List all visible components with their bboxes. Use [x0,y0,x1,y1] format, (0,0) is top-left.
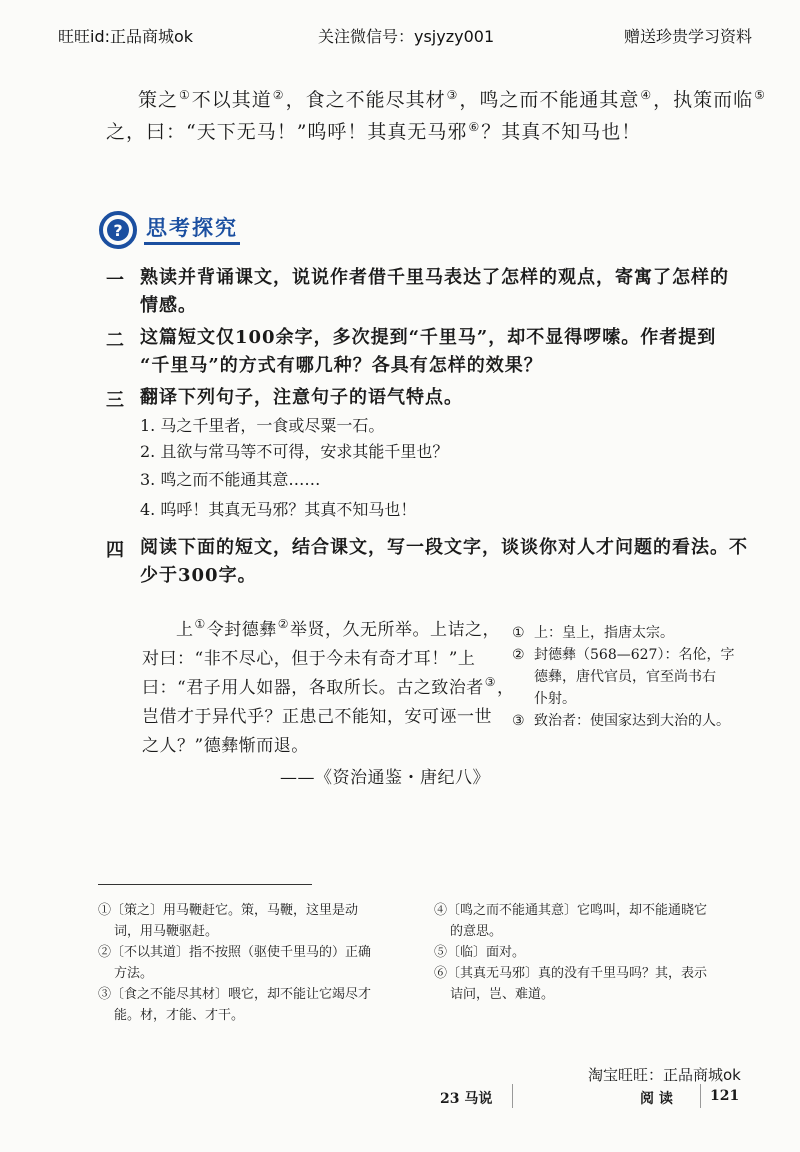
ref-4: ④ [640,87,653,102]
footer-category: 阅 读 [640,1091,673,1107]
ref-3: ③ [446,87,459,102]
footer-divider-right [700,1084,701,1108]
text-line-2: 之，曰：“天下无马！”呜呼！其真无马邪⑥？其真不知马也！ [106,119,642,143]
footer-lesson: 23 马说 [440,1091,493,1107]
question-circle-icon [98,210,138,250]
passage: 上①令封德彝②举贤，久无所举。上诘之， 对曰：“非不尽心，但于今未有奇才耳！”上 曰：“君子用人如器，各取所长。古之致治者③， 岂借才于异代乎？正患己不能知，安可诬一世 之人？”德彝惭而退。 [142,617,515,756]
passage-notes: ① 上：皇上，指唐太宗。 ② 封德彝（568—627）：名伦，字 德彝，唐代官员，官至尚书右 仆射。 ③ 致治者：使国家达到大治的人。 [512,625,735,729]
question-2: 这篇短文仅100余字，多次提到“千里马”，却不显得啰嗦。作者提到 “千里马”的方式有哪几种？各具有怎样的效果？ [140,327,717,376]
ref-6: ⑥ [468,119,481,134]
ref-5: ⑤ [754,87,766,102]
question-4: 阅读下面的短文，结合课文，写一段文字，谈谈你对人才问题的看法。不 少于300字。 [140,537,748,586]
sub-item-4: 4. 呜呼！其真无马邪？其真不知马也！ [140,500,417,519]
question-1-number: 一 [106,270,124,291]
header-right: 赠送珍贵学习资料 [623,27,752,46]
footnotes-left: ①〔策之〕用马鞭赶它。策，马鞭，这里是动 词，用马鞭驱赶。 ②〔不以其道〕指不按照（驱使千里马的）正确 方法。 ③〔食之不能尽其材〕喂它，却不能让它竭尽才 能。材，才能、才干。 [98,903,372,1023]
question-1: 熟读并背诵课文，说说作者借千里马表达了怎样的观点，寄寓了怎样的 情感。 [140,267,729,316]
passage-source: ——《资治通鉴・唐纪八》 [280,768,490,788]
ref-1: ① [179,87,191,102]
question-3: 翻译下列句子，注意句子的语气特点。 [140,387,463,408]
svg-text:?: ? [113,221,123,240]
page-number: 121 [710,1088,740,1104]
ref-2: ② [272,87,285,102]
text-line-1: 策之①不以其道②，食之不能尽其材③，鸣之而不能通其意④，执策而临⑤ [138,87,766,111]
sub-item-2: 2. 且欲与常马等不可得，安求其能千里也？ [140,442,449,461]
sub-item-3: 3. 鸣之而不能通其意…… [140,470,321,489]
watermark: 淘宝旺旺：正品商城ok [588,1066,741,1084]
header-left: 旺旺id:正品商城ok [58,27,194,46]
section-title: 思考探究 [146,216,238,240]
sub-item-1: 1. 马之千里者，一食或尽粟一石。 [140,416,385,435]
title-underline [144,242,240,245]
question-2-number: 二 [106,330,124,351]
footer-divider-left [512,1084,513,1108]
question-3-number: 三 [106,390,124,411]
header-center: 关注微信号：ysjyzy001 [318,27,495,46]
footnote-divider [98,884,312,885]
section-heading [98,208,258,252]
question-4-number: 四 [106,540,124,561]
footnotes-right: ④〔鸣之而不能通其意〕它鸣叫，却不能通晓它 的意思。 ⑤〔临〕面对。 ⑥〔其真无马邪〕真的没有千里马吗？其，表示 诘问，岂、难道。 [434,903,708,1002]
